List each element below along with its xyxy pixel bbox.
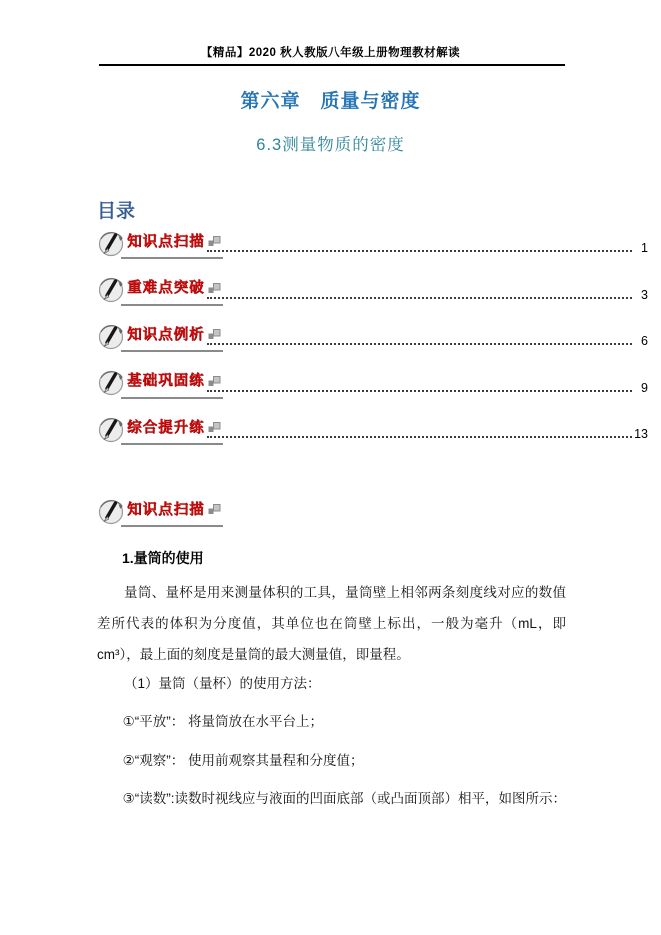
- table-of-contents: [97, 226, 648, 459]
- toc-page-number: 6: [641, 334, 648, 348]
- lesson-title: 6.3测量物质的密度: [256, 136, 405, 154]
- toc-entry-label-underline: [121, 412, 223, 445]
- pen-brush-circle-icon: [97, 228, 127, 258]
- running-header: 【精品】2020 秋人教版八年级上册物理教材解读: [200, 47, 461, 59]
- method-step-2: ②“观察”： 使用前观察其量程和分度值；: [122, 753, 364, 768]
- toc-entry-left: [97, 366, 223, 399]
- toc-entry-left: [97, 273, 223, 306]
- toc-dot-leader: [207, 297, 632, 299]
- pen-brush-circle-icon: [97, 321, 127, 351]
- toc-entry[interactable]: [97, 273, 648, 320]
- toc-page-number: 3: [641, 287, 648, 302]
- chapter-title: 第六章 质量与密度: [240, 91, 421, 112]
- list-intro: （1）量筒（量杯）的使用方法：: [124, 676, 321, 691]
- method-step-3: ③“读数”:读数时视线应与液面的凹面底部（或凸面顶部）相平，如图所示：: [122, 791, 566, 806]
- toc-entry-left: [97, 226, 223, 259]
- toc-entry-left: [97, 319, 223, 352]
- pen-brush-circle-icon: [97, 274, 127, 304]
- toc-entry-label-underline: [121, 226, 223, 259]
- toc-entry-label: 基础巩固练: [127, 373, 205, 389]
- toc-entry-label-underline: [121, 366, 223, 399]
- toc-heading: 目录: [97, 201, 136, 222]
- header-rule: [99, 64, 565, 66]
- toc-entry-label-underline: [121, 319, 223, 352]
- section-heading: [97, 494, 223, 527]
- pen-brush-circle-icon: [97, 414, 127, 444]
- method-step-1: ①“平放”： 将量筒放在水平台上；: [122, 714, 323, 729]
- toc-entry-label: 重难点突破: [127, 280, 205, 296]
- toc-dot-leader: [207, 436, 632, 438]
- section-heading-underline: [121, 494, 223, 527]
- toc-entry-left: [97, 412, 223, 445]
- knowledge-point-subheading: 1.量筒的使用: [122, 550, 204, 566]
- toc-entry-label: 知识点例析: [127, 326, 205, 343]
- toc-dot-leader: [207, 343, 632, 345]
- toc-entry-label: 知识点扫描: [127, 233, 205, 250]
- section-heading-label: 知识点扫描: [127, 501, 205, 518]
- pen-brush-circle-icon: [97, 496, 127, 526]
- toc-dot-leader: [207, 250, 632, 252]
- body-paragraph: 量筒、量杯是用来测量体积的工具，量筒壁上相邻两条刻度线对应的数值差所代表的体积为分度值，其单位也在筒壁上标出，一般为毫升（mL，即 cm³），最上面的刻度是量筒的最大测量值，即量程。: [97, 585, 566, 662]
- toc-entry[interactable]: [97, 319, 648, 366]
- toc-entry[interactable]: [97, 226, 648, 273]
- toc-entry-label-underline: [121, 273, 223, 306]
- toc-dot-leader: [207, 390, 632, 392]
- page-glyph-icon: [208, 502, 221, 520]
- toc-entry[interactable]: [97, 412, 648, 459]
- toc-entry-label: 综合提升练: [127, 419, 205, 436]
- toc-page-number: 9: [641, 380, 648, 395]
- toc-page-number: 13: [634, 427, 648, 441]
- toc-entry[interactable]: [97, 366, 648, 413]
- toc-page-number: 1: [641, 241, 648, 255]
- pen-brush-circle-icon: [97, 367, 127, 397]
